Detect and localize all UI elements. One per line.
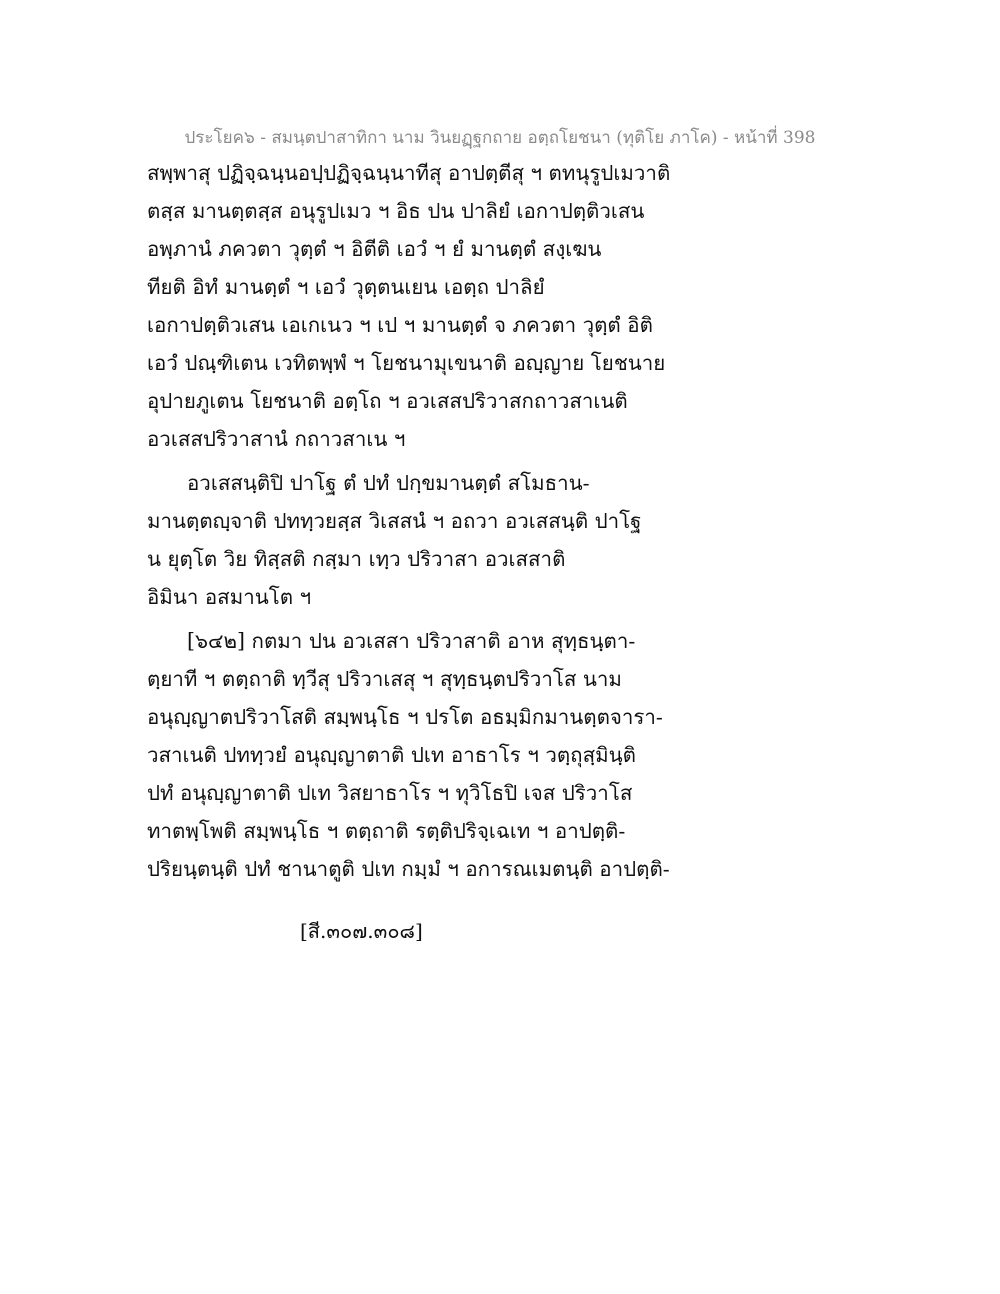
body-text xyxy=(147,159,867,893)
text-line: ตฺยาที ฯ ตตฺถาติ ทฺวีสุ ปริวาเสสุ ฯ สุทฺธนฺตปริวาโส นาม xyxy=(147,667,622,691)
text-line: อุปายภูเตน โยชนาติ อตฺโถ ฯ อวเสสปริวาสกถาวสาเนติ xyxy=(147,389,628,413)
text-line: ปทํ อนุญฺญาตาติ ปเท วิสยาธาโร ฯ ทุวิโธปิ เจส ปริวาโส xyxy=(147,781,633,805)
text-line: เอกาปตฺติวเสน เอเกเนว ฯ เป ฯ มานตฺตํ จ ภควตา วุตฺตํ อิติ xyxy=(147,313,653,337)
text-line: วสาเนติ ปททฺวยํ อนุญฺญาตาติ ปเท อาธาโร ฯ วตฺถุสฺมินฺติ xyxy=(147,743,636,767)
text-line: เอวํ ปณฺฑิเตน เวทิตพฺพํ ฯ โยชนามุเขนาติ อญฺญาย โยชนาย xyxy=(147,351,666,375)
text-line: ตสฺส มานตฺตสฺส อนุรูปเมว ฯ อิธ ปน ปาลิยํ เอกาปตฺติวเสน xyxy=(147,199,645,223)
text-line: ปริยนฺตนฺติ ปทํ ชานาตูติ ปเท กมฺมํ ฯ อการณเมตนฺติ อาปตฺติ- xyxy=(147,857,670,881)
text-line: [๖๔๒] กตมา ปน อวเสสา ปริวาสาติ อาห สุทฺธนฺตา- xyxy=(187,629,636,653)
paragraph-2 xyxy=(147,469,867,621)
text-line: ทียติ อิทํ มานตฺตํ ฯ เอวํ วุตฺตนเยน เอตฺถ ปาลิยํ xyxy=(147,275,545,299)
text-line: อนุญฺญาตปริวาโสติ สมฺพนฺโธ ฯ ปรโต อธมฺมิกมานตฺตจารา- xyxy=(147,705,663,729)
running-header: ประโยค๖ - สมนฺตปาสาทิกา นาม วินยฏฺฐกถาย อตฺถโยชนา (ทุติโย ภาโค) - หน้าที่ 398 xyxy=(184,128,816,148)
text-line: อิมินา อสมานโต ฯ xyxy=(147,585,312,609)
text-line: มานตฺตญฺจาติ ปททฺวยสฺส วิเสสนํ ฯ อถวา อวเสสนฺติ ปาโฐ xyxy=(147,509,642,533)
paragraph-1 xyxy=(147,159,867,463)
text-line: อวเสสปริวาสานํ กถาวสาเน ฯ xyxy=(147,427,406,451)
source-reference: [สี.๓๐๗.๓๐๘] xyxy=(300,919,423,943)
text-line: สพฺพาสุ ปฏิจฺฉนฺนอปฺปฏิจฺฉนฺนาทีสุ อาปตฺตีสุ ฯ ตทนุรูปเมวาติ xyxy=(147,161,671,185)
text-line: ทาตพฺโพติ สมฺพนฺโธ ฯ ตตฺถาติ รตฺติปริจฺเฉเท ฯ อาปตฺติ- xyxy=(147,819,626,843)
text-line: อพฺภานํ ภควตา วุตฺตํ ฯ อิตีติ เอวํ ฯ ยํ มานตฺตํ สงฺเฆน xyxy=(147,237,602,261)
text-line: น ยุตฺโต วิย ทิสฺสติ กสฺมา เทฺว ปริวาสา อวเสสาติ xyxy=(147,547,566,571)
paragraph-3 xyxy=(147,627,867,893)
text-line: อวเสสนฺติปิ ปาโฐ ตํ ปทํ ปกฺขมานตฺตํ สโมธาน- xyxy=(187,471,590,495)
